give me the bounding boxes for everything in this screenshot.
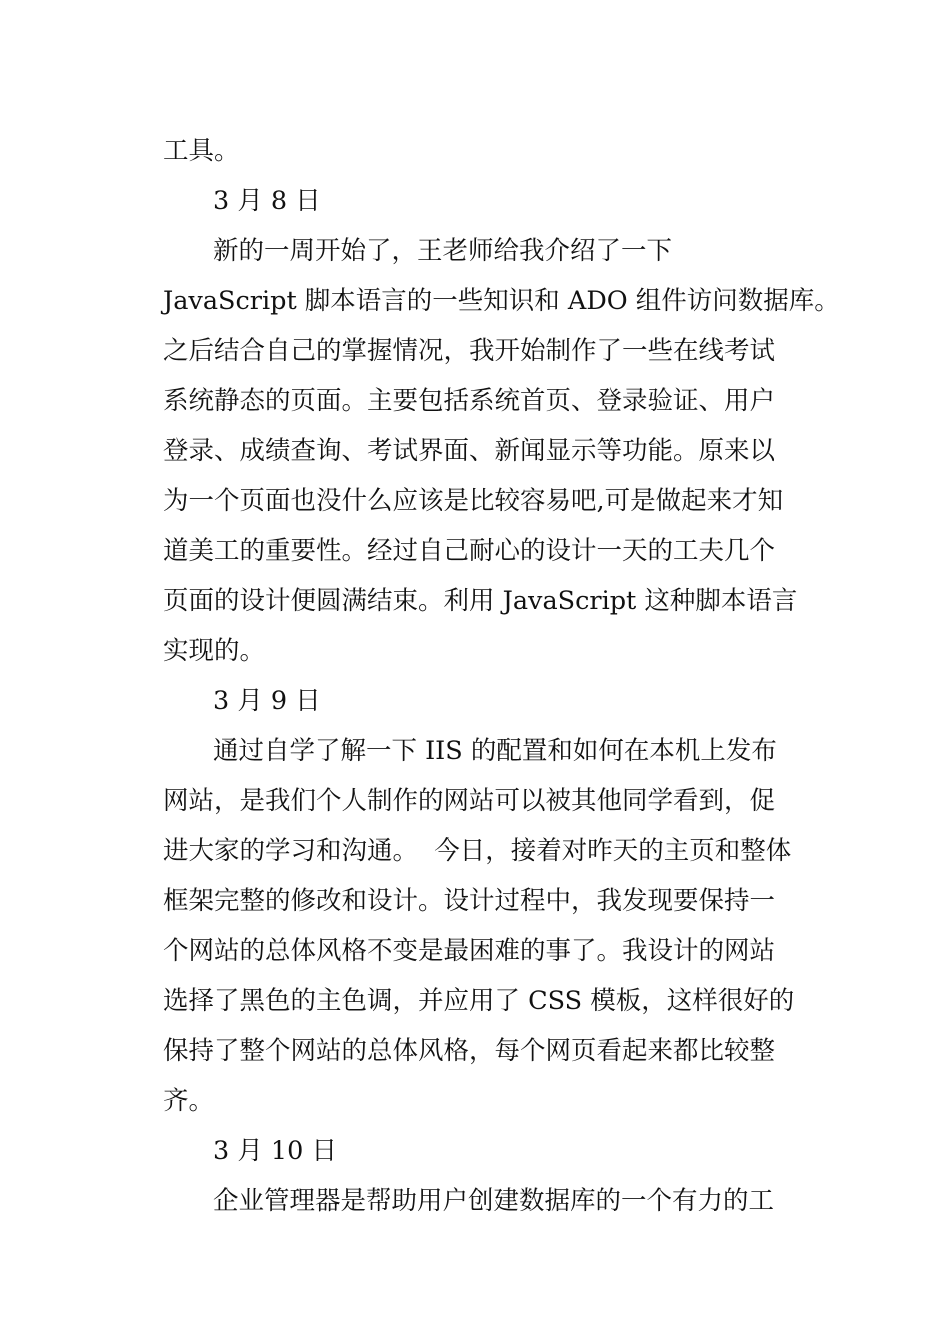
paragraph-start: 新的一周开始了，王老师给我介绍了一下 — [213, 236, 673, 266]
text-line: 网站，是我们个人制作的网站可以被其他同学看到，促 — [163, 786, 776, 816]
document-body — [163, 126, 840, 1226]
date-heading: 3 月 9 日 — [213, 686, 321, 716]
text-line: 为一个页面也没什么应该是比较容易吧,可是做起来才知 — [163, 486, 784, 516]
text-line: 选择了黑色的主色调，并应用了 CSS 模板，这样很好的 — [163, 986, 795, 1016]
text-line: 登录、成绩查询、考试界面、新闻显示等功能。原来以 — [163, 436, 776, 466]
text-line: 个网站的总体风格不变是最困难的事了。我设计的网站 — [163, 936, 776, 966]
text-line: 系统静态的页面。主要包括系统首页、登录验证、用户 — [163, 386, 776, 416]
text-line: 框架完整的修改和设计。设计过程中，我发现要保持一 — [163, 886, 776, 916]
text-line: 齐。 — [163, 1086, 215, 1116]
text-line: 页面的设计便圆满结束。利用 JavaScript 这种脚本语言 — [163, 586, 798, 616]
date-heading: 3 月 8 日 — [213, 186, 321, 216]
text-line: 进大家的学习和沟通。 今日，接着对昨天的主页和整体 — [163, 836, 792, 866]
date-heading: 3 月 10 日 — [213, 1136, 337, 1166]
text-line: 工具。 — [163, 136, 240, 166]
text-line: 道美工的重要性。经过自己耐心的设计一天的工夫几个 — [163, 536, 776, 566]
text-line: JavaScript 脚本语言的一些知识和 ADO 组件访问数据库。 — [163, 286, 840, 316]
text-line: 保持了整个网站的总体风格，每个网页看起来都比较整 — [163, 1036, 776, 1066]
paragraph-start: 企业管理器是帮助用户创建数据库的一个有力的工 — [213, 1186, 775, 1216]
text-line: 之后结合自己的掌握情况，我开始制作了一些在线考试 — [163, 336, 776, 366]
text-line: 实现的。 — [163, 636, 266, 666]
paragraph-start: 通过自学了解一下 IIS 的配置和如何在本机上发布 — [213, 736, 777, 766]
